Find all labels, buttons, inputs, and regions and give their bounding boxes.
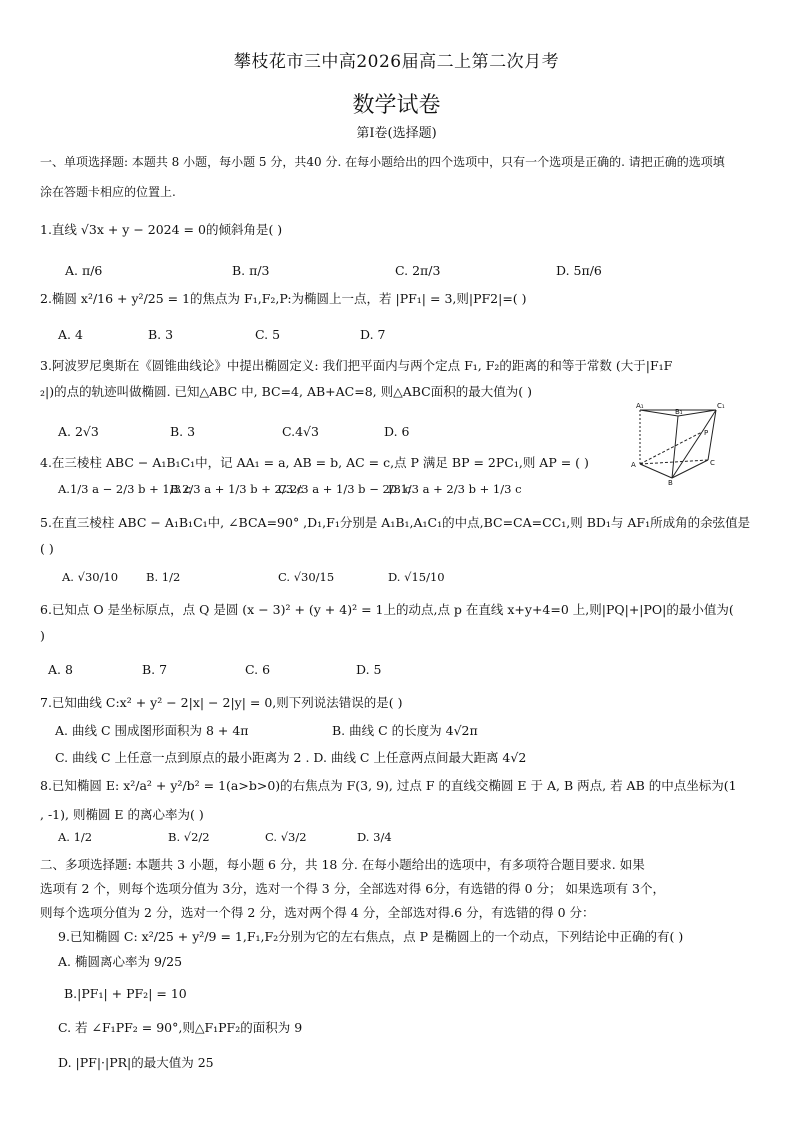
section1-instructions-line2: 涂在答题卡相应的位置上. — [40, 185, 176, 199]
q6-option-d: D. 5 — [356, 662, 382, 677]
q5-option-a: A. √30/10 — [62, 570, 119, 584]
exam-title: 攀枝花市三中高2026届高二上第二次月考 — [233, 52, 560, 72]
q2-option-b: B. 3 — [148, 327, 174, 342]
label-b1: B₁ — [675, 408, 683, 416]
q4-option-d: D.1/3 a + 2/3 b + 1/3 c — [388, 482, 522, 496]
q2-option-d: D. 7 — [360, 327, 386, 342]
q7-options-c-d: C. 曲线 C 上任意一点到原点的最小距离为 2 . D. 曲线 C 上任意两点间最大距离 4√2 — [55, 750, 527, 765]
q1-option-d: D. 5π/6 — [556, 263, 602, 278]
q1-option-a: A. π/6 — [65, 263, 103, 278]
q8-stem-line1: 8.已知椭圆 E: x²/a² + y²/b² = 1(a>b>0)的右焦点为 F(3, 9), 过点 F 的直线交椭圆 E 于 A, B 两点, 若 AB 的中点坐标为(1 — [40, 778, 737, 793]
q5-stem-line2: ( ) — [40, 541, 54, 556]
q4-option-b: B.2/3 a + 1/3 b + 2/3 c — [170, 482, 304, 496]
q4-option-a: A.1/3 a − 2/3 b + 1/3 c — [58, 482, 192, 496]
q7-option-a: A. 曲线 C 围成图形面积为 8 + 4π — [55, 723, 249, 738]
q1-option-b: B. π/3 — [232, 263, 270, 278]
label-a1: A₁ — [636, 402, 644, 410]
q8-option-a: A. 1/2 — [58, 830, 93, 844]
q3-option-b: B. 3 — [170, 424, 196, 439]
q6-stem-line2: ) — [40, 628, 45, 643]
section2-instructions-line1: 二、多项选择题: 本题共 3 小题，每小题 6 分，共 18 分. 在每小题给出的选项中，有多项符合题目要求. 如果 — [40, 857, 645, 872]
q8-option-c: C. √3/2 — [265, 830, 307, 844]
q9-option-b: B.|PF₁| + PF₂| = 10 — [64, 986, 187, 1001]
q2-option-a: A. 4 — [58, 327, 83, 342]
edge-c1-c — [708, 410, 716, 460]
label-c: C — [710, 459, 715, 467]
q5-option-d: D. √15/10 — [388, 570, 445, 584]
segment-b-p — [672, 432, 702, 478]
section2-instructions-line2: 选项有 2 个，则每个选项分值为 3分，选对一个得 3 分，全部选对得 6分，有选错的得 0 分； 如果选项有 3个， — [40, 881, 665, 896]
q8-stem-line2: , -1), 则椭圆 E 的离心率为( ) — [40, 807, 204, 822]
label-p: P — [704, 429, 709, 437]
q2-option-c: C. 5 — [255, 327, 281, 342]
q9-option-c: C. 若 ∠F₁PF₂ = 90°,则△F₁PF₂的面积为 9 — [58, 1020, 303, 1035]
part-title: 第Ⅰ卷(选择题) — [356, 126, 437, 141]
q9-stem: 9.已知椭圆 C: x²/25 + y²/9 = 1,F₁,F₂分别为它的左右焦点，点 P 是椭圆上的一个动点，下列结论中正确的有( ) — [58, 929, 684, 944]
q9-option-a: A. 椭圆离心率为 9/25 — [58, 954, 183, 969]
q6-option-c: C. 6 — [245, 662, 271, 677]
segment-a-p — [640, 432, 702, 464]
section2-instructions-line3: 则每个选项分值为 2 分，选对一个得 2 分，选对两个得 4 分，全部选对得.6 分，有选错的得 0 分： — [40, 905, 595, 920]
q3-option-d: D. 6 — [384, 424, 410, 439]
q2-stem: 2.椭圆 x²/16 + y²/25 = 1的焦点为 F₁,F₂,P:为椭圆上一点，若 |PF₁| = 3,则|PF2|=( ) — [40, 291, 527, 306]
q4-stem: 4.在三棱柱 ABC − A₁B₁C₁中，记 AA₁ = a, AB = b, AC = c,点 P 满足 BP = 2PC₁,则 AP = ( ) — [40, 455, 589, 470]
q3-stem-line1: 3.阿波罗尼奥斯在《圆锥曲线论》中提出椭圆定义: 我们把平面内与两个定点 F₁, F₂的距离的和等于常数 (大于|F₁F — [40, 358, 673, 373]
q5-option-c: C. √30/15 — [278, 570, 335, 584]
q5-option-b: B. 1/2 — [146, 570, 181, 584]
q3-option-c: C.4√3 — [282, 424, 319, 439]
q5-stem-line1: 5.在直三棱柱 ABC − A₁B₁C₁中, ∠BCA=90° ,D₁,F₁分别是 A₁B₁,A₁C₁的中点,BC=CA=CC₁,则 BD₁与 AF₁所成角的余弦值是 — [40, 515, 751, 530]
q9-option-d: D. |PF|·|PR|的最大值为 25 — [58, 1055, 214, 1070]
q8-option-d: D. 3/4 — [357, 830, 392, 844]
q1-option-c: C. 2π/3 — [395, 263, 441, 278]
edge-b1-c1 — [678, 410, 716, 416]
label-a: A — [631, 461, 636, 469]
q7-option-b: B. 曲线 C 的长度为 4√2π — [332, 723, 478, 738]
q6-stem-line1: 6.已知点 O 是坐标原点，点 Q 是圆 (x − 3)² + (y + 4)² = 1上的动点,点 p 在直线 x+y+4=0 上,则|PQ|+|PO|的最小值为( — [40, 602, 734, 617]
subject-title: 数学试卷 — [352, 93, 441, 118]
label-b: B — [668, 479, 673, 486]
q6-option-a: A. 8 — [48, 662, 73, 677]
triangular-prism-figure — [628, 402, 756, 486]
label-c1: C₁ — [717, 402, 725, 410]
q3-option-a: A. 2√3 — [58, 424, 99, 439]
section1-instructions-line1: 一、单项选择题: 本题共 8 小题，每小题 5 分，共40 分. 在每小题给出的四个选项中，只有一个选项是正确的. 请把正确的选项填 — [40, 155, 725, 169]
q4-option-c: C.2/3 a + 1/3 b − 2/3 c — [278, 482, 412, 496]
edge-a1-b1 — [640, 410, 678, 416]
q1-stem: 1.直线 √3x + y − 2024 = 0的倾斜角是( ) — [40, 222, 283, 237]
q6-option-b: B. 7 — [142, 662, 168, 677]
edge-a-b — [640, 464, 672, 478]
q3-stem-line2: ₂|)的点的轨迹叫做椭圆. 已知△ABC 中, BC=4, AB+AC=8, 则△ABC面积的最大值为( ) — [40, 384, 532, 399]
q7-stem: 7.已知曲线 C:x² + y² − 2|x| − 2|y| = 0,则下列说法错误的是( ) — [40, 695, 403, 710]
q8-option-b: B. √2/2 — [168, 830, 210, 844]
